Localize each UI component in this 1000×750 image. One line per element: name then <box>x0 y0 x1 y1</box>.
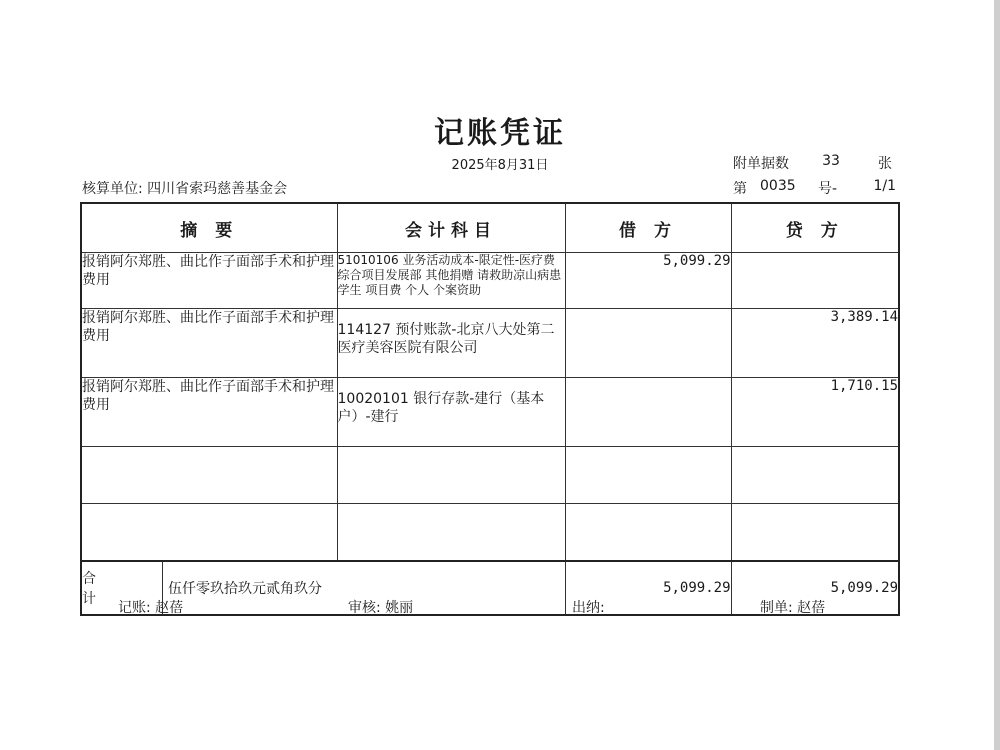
attachments-label: 附单据数 <box>733 156 789 172</box>
signature-reviewer: 审核: 姚丽 <box>348 600 414 616</box>
header-summary: 摘 要 <box>81 203 337 253</box>
empty-cell <box>337 447 565 504</box>
table-row <box>81 378 899 447</box>
voucher-number-suffix: 号- <box>818 181 838 197</box>
empty-row <box>81 447 899 504</box>
empty-cell <box>565 447 731 504</box>
signature-maker: 制单: 赵蓓 <box>760 600 826 616</box>
row-summary: 报销阿尔郑胜、曲比作子面部手术和护理费用 <box>81 253 337 309</box>
signature-cashier: 出纳: <box>572 600 605 616</box>
voucher-number-prefix: 第 <box>733 181 747 197</box>
header-debit: 借 方 <box>565 203 731 253</box>
row-summary: 报销阿尔郑胜、曲比作子面部手术和护理费用 <box>81 378 337 447</box>
header-credit: 贷 方 <box>731 203 899 253</box>
total-amount-words: 伍仟零玖拾玖元贰角玖分 <box>168 581 322 597</box>
voucher-page-number: 1/1 <box>873 178 896 194</box>
empty-cell <box>731 447 899 504</box>
empty-cell <box>731 504 899 562</box>
signature-bookkeeper: 记账: 赵蓓 <box>118 600 184 616</box>
row-account: 114127 预付账款-北京八大处第二医疗美容医院有限公司 <box>337 309 565 378</box>
accounting-unit: 核算单位: 四川省索玛慈善基金会 <box>82 181 288 197</box>
attachments-count: 33 <box>822 153 840 169</box>
table-row <box>81 309 899 378</box>
voucher-title: 记账凭证 <box>434 116 566 151</box>
row-debit <box>565 309 731 378</box>
header-account: 会计科目 <box>337 203 565 253</box>
header-row <box>81 203 899 253</box>
empty-cell <box>565 504 731 562</box>
empty-cell <box>81 447 337 504</box>
total-credit: 5,099.29 <box>731 561 899 615</box>
voucher-table <box>80 202 900 616</box>
row-credit <box>731 253 899 309</box>
row-credit: 1,710.15 <box>731 378 899 447</box>
empty-cell <box>81 504 337 562</box>
attachments-unit: 张 <box>878 156 892 172</box>
row-account: 10020101 银行存款-建行（基本户）-建行 <box>337 378 565 447</box>
row-account: 51010106 业务活动成本-限定性-医疗费 综合项目发展部 其他捐赠 请救助凉山病患学生 项目费 个人 个案资助 <box>337 253 565 309</box>
total-label: 合 计 <box>82 562 163 614</box>
row-debit <box>565 378 731 447</box>
empty-cell <box>337 504 565 562</box>
table-row <box>81 253 899 309</box>
total-debit: 5,099.29 <box>565 561 731 615</box>
row-credit: 3,389.14 <box>731 309 899 378</box>
row-summary: 报销阿尔郑胜、曲比作子面部手术和护理费用 <box>81 309 337 378</box>
row-debit: 5,099.29 <box>565 253 731 309</box>
voucher-date: 2025年8月31日 <box>451 158 549 173</box>
empty-row <box>81 504 899 562</box>
voucher-number: 0035 <box>760 178 796 194</box>
